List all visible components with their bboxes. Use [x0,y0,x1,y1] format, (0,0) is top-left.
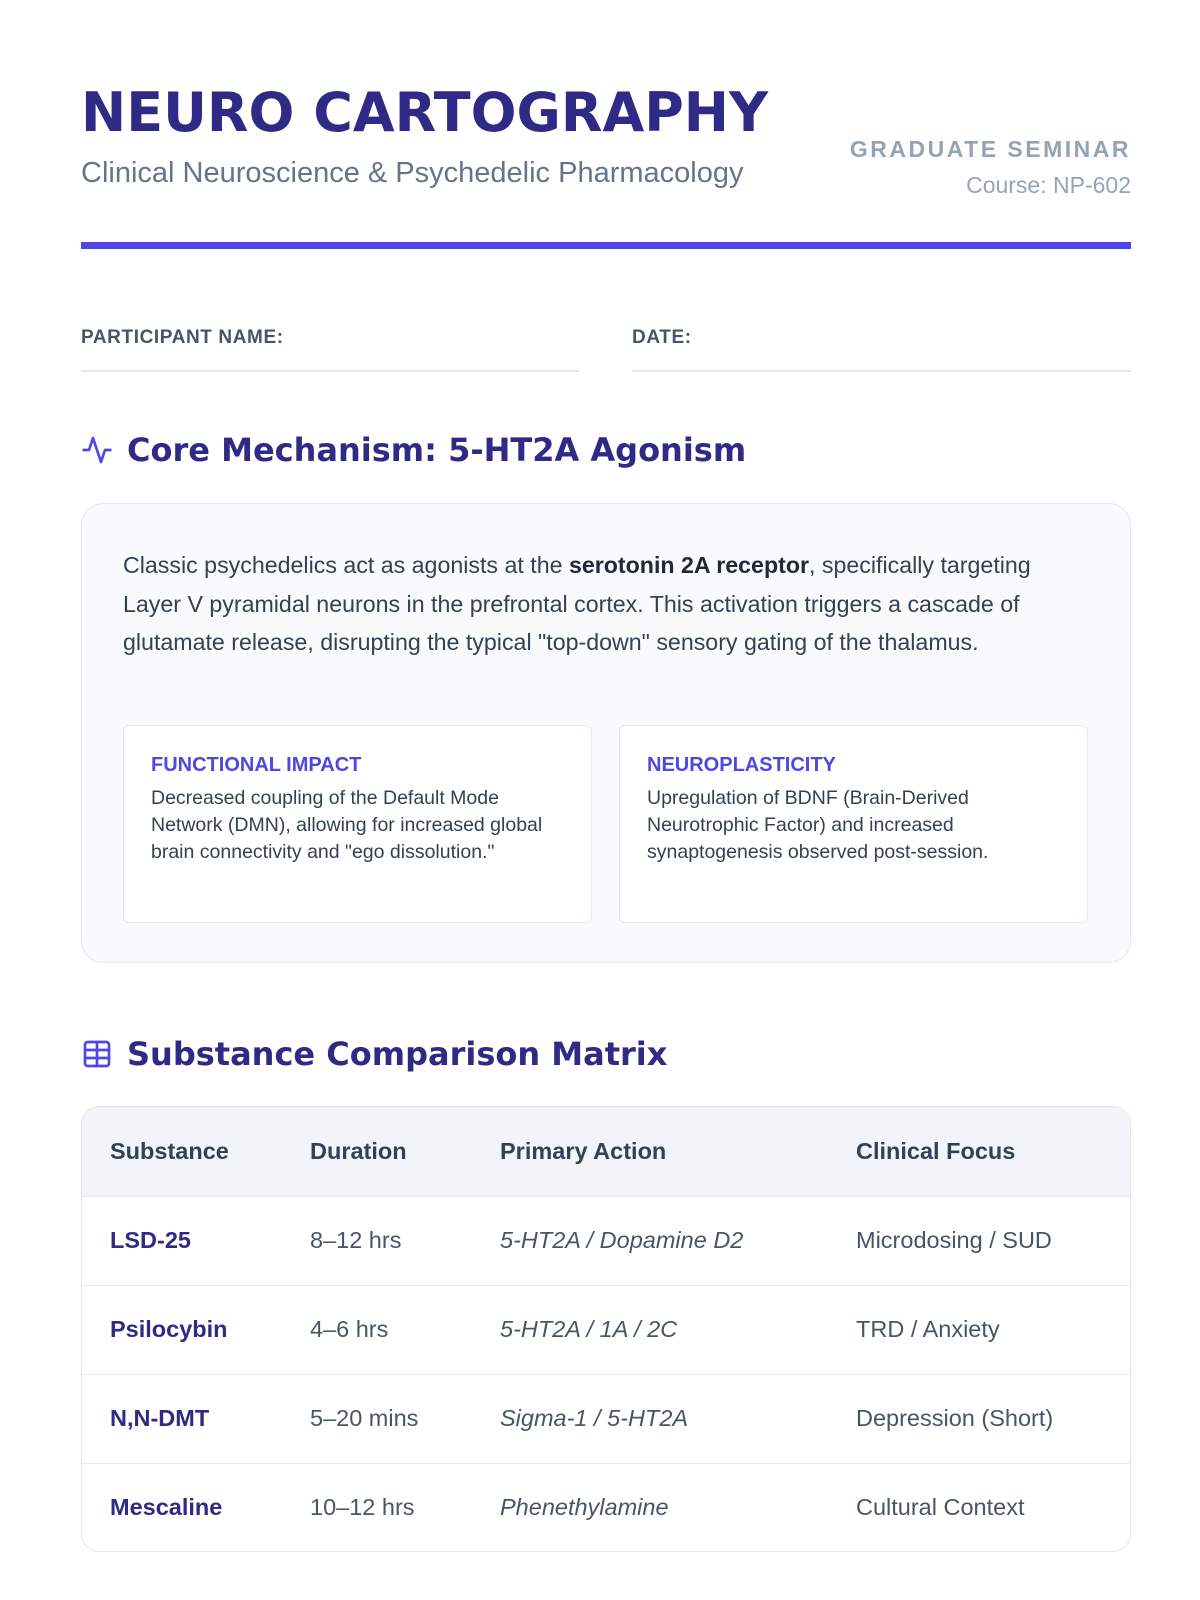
duration-cell: 10–12 hrs [310,1494,415,1521]
neuroplasticity-card [619,725,1088,923]
mechanism-section-header [81,428,746,472]
table-row [82,1196,1130,1285]
column-header-primary-action: Primary Action [500,1137,667,1164]
clinical-focus-cell: Microdosing / SUD [856,1227,1052,1253]
table-header-row [82,1107,1130,1196]
activity-icon [81,434,113,466]
table-row [82,1285,1130,1374]
header-divider [81,242,1131,249]
mechanism-heading: Core Mechanism: 5-HT2A Agonism [127,431,747,469]
intro-text-end: , specifically targeting Layer V pyramidal neurons in the prefrontal cortex. This activation triggers a cascade of glutamate release, disrupting the typical "top-down" sensory gating of the thalamus. [123,552,1031,655]
neuroplasticity-body: Upregulation of BDNF (Brain-Derived Neurotrophic Factor) and increased synaptogenesis observed post-session. [647,787,989,863]
substance-cell: N,N-DMT [110,1405,210,1431]
substance-cell: LSD-25 [110,1227,191,1253]
mechanism-card [81,503,1131,963]
seminar-label: GRADUATE SEMINAR [849,136,1131,162]
substance-cell: Mescaline [110,1494,223,1521]
primary-action-cell: Phenethylamine [500,1494,669,1521]
matrix-heading: Substance Comparison Matrix [127,1035,668,1073]
duration-cell: 5–20 mins [310,1405,419,1431]
duration-cell: 8–12 hrs [310,1227,402,1253]
participant-name-label: PARTICIPANT NAME: [81,327,284,348]
matrix-section-header [81,1032,667,1076]
course-code: Course: NP-602 [966,172,1131,198]
column-header-clinical-focus: Clinical Focus [856,1137,1016,1164]
intro-text-start: Classic psychedelics act as agonists at the [123,552,569,578]
duration-cell: 4–6 hrs [310,1316,389,1342]
page-subtitle: Clinical Neuroscience & Psychedelic Pharmacology [81,157,744,189]
neuroplasticity-title: NEUROPLASTICITY [647,754,836,776]
date-label: DATE: [632,327,692,348]
worksheet-page [81,0,1131,1600]
date-field[interactable] [632,327,1131,372]
table-icon [81,1038,113,1070]
functional-impact-body: Decreased coupling of the Default Mode Network (DMN), allowing for increased global brain connectivity and "ego dissolution." [151,787,543,863]
functional-impact-card [123,725,592,923]
intro-text-emphasis: serotonin 2A receptor [568,552,810,578]
functional-impact-title: FUNCTIONAL IMPACT [151,754,362,776]
clinical-focus-cell: TRD / Anxiety [856,1316,1000,1342]
substance-cell: Psilocybin [110,1316,228,1342]
table-row [82,1374,1130,1463]
page-title: NEURO CARTOGRAPHY [81,81,769,144]
clinical-focus-cell: Depression (Short) [856,1405,1054,1431]
mechanism-intro [123,546,1093,662]
participant-name-field[interactable] [81,327,579,372]
table-row [82,1463,1130,1552]
substance-table [81,1106,1131,1552]
primary-action-cell: 5-HT2A / Dopamine D2 [500,1227,744,1253]
header [81,80,1131,240]
clinical-focus-cell: Cultural Context [856,1494,1025,1521]
primary-action-cell: Sigma-1 / 5-HT2A [500,1405,689,1431]
primary-action-cell: 5-HT2A / 1A / 2C [500,1316,678,1342]
column-header-duration: Duration [310,1137,407,1164]
column-header-substance: Substance [110,1137,229,1164]
